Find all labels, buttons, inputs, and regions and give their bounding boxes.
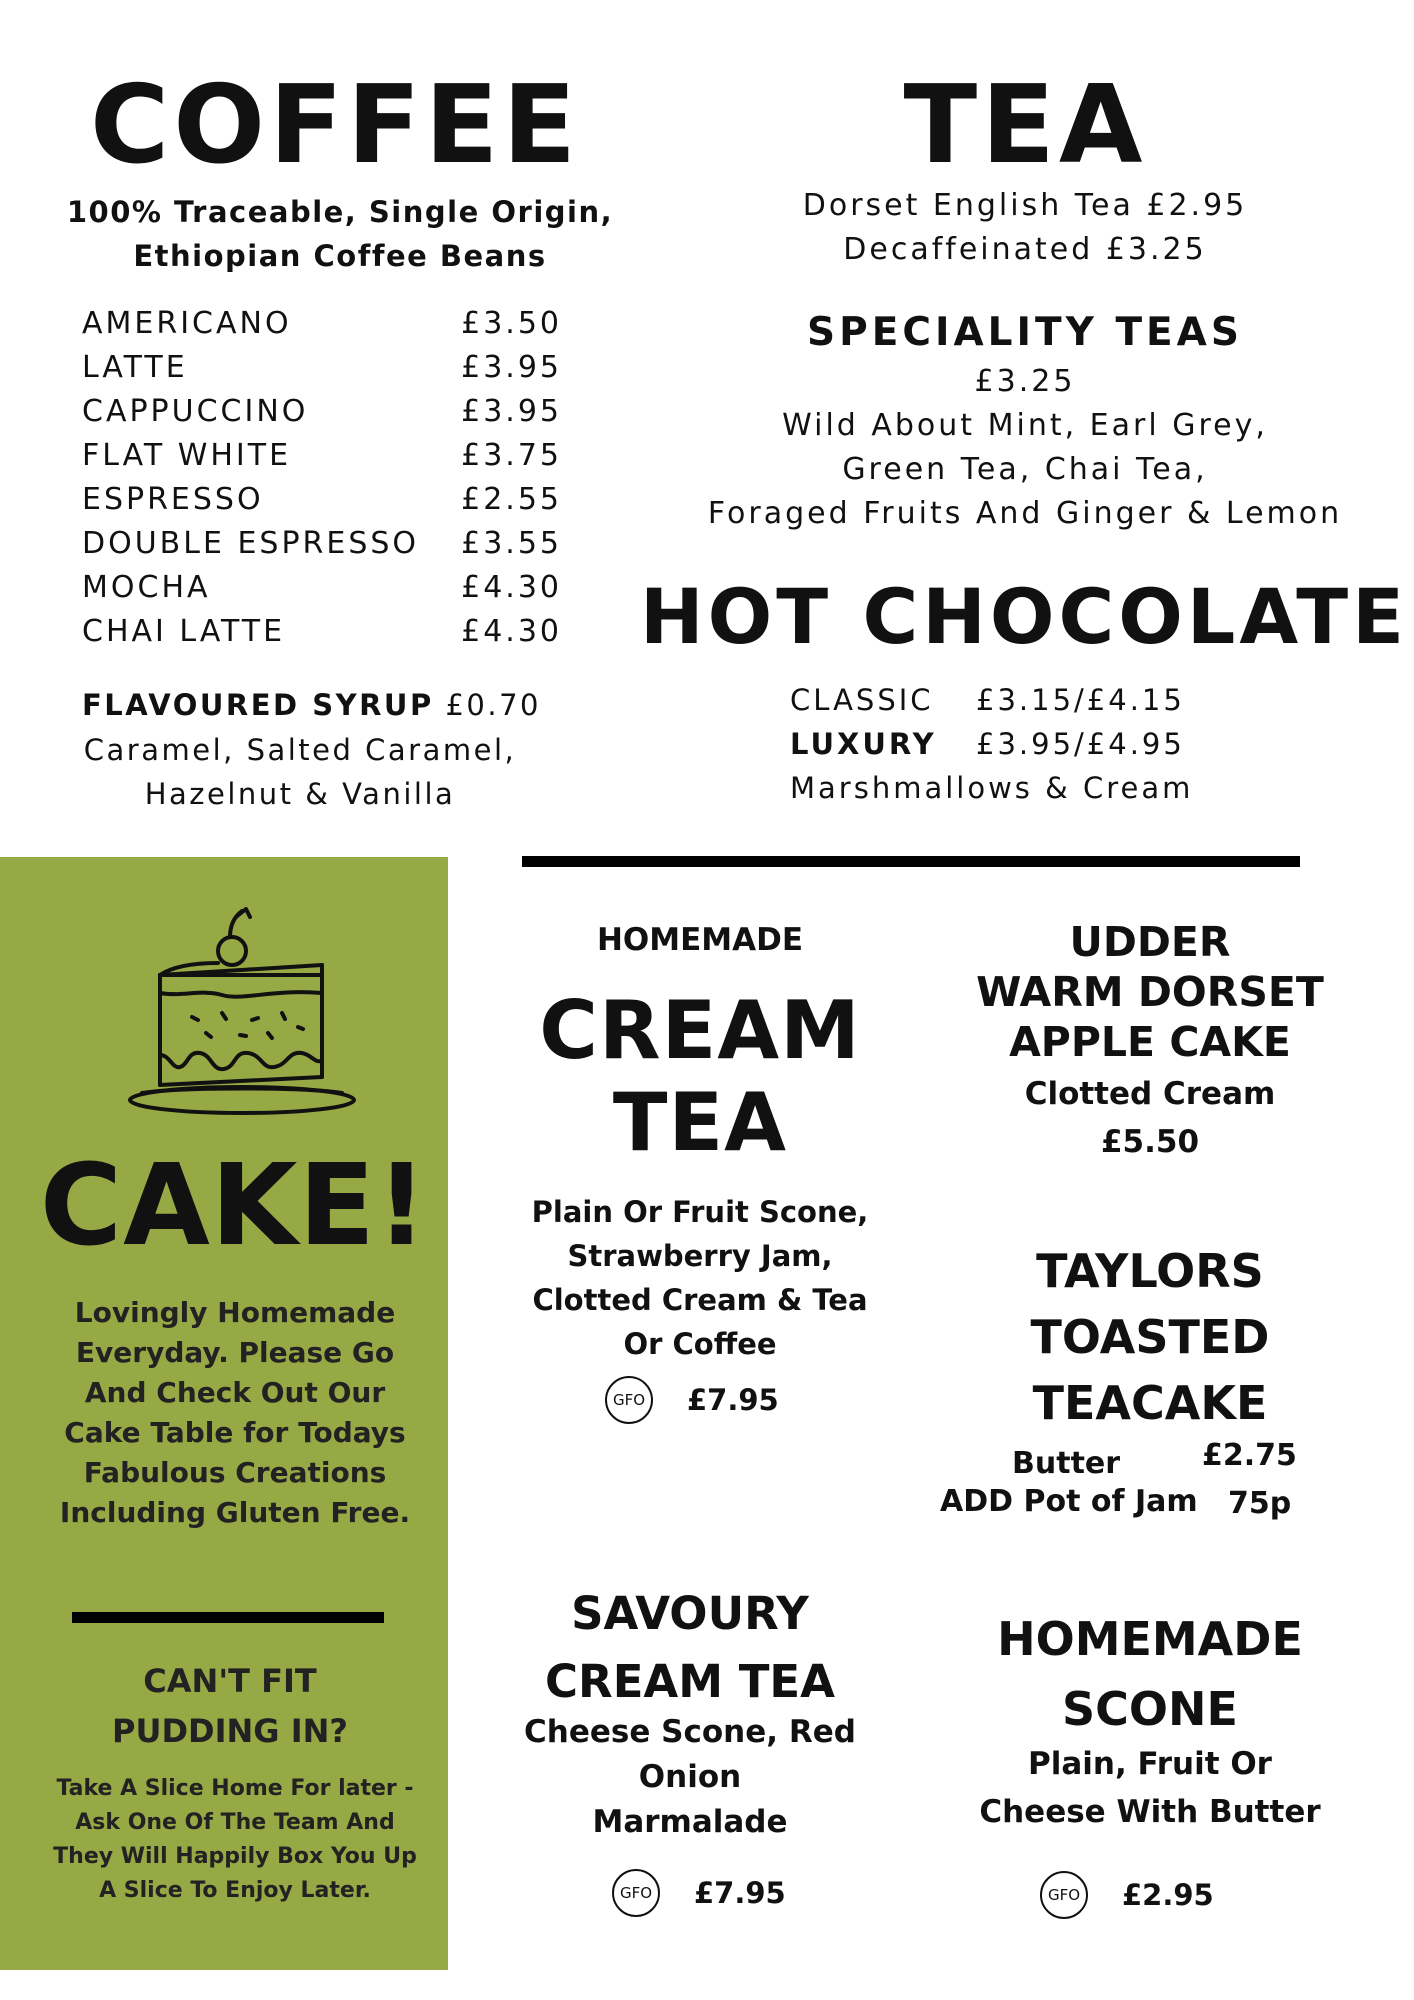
- savoury-cream-tea-title: [500, 1580, 880, 1716]
- tea-item: Dorset English Tea £2.95: [802, 188, 1248, 223]
- pudding-text-line: Take A Slice Home For later -: [56, 1776, 414, 1801]
- savoury-desc-line: Marmalade: [592, 1804, 788, 1840]
- scone-title-line: SCONE: [1062, 1682, 1238, 1736]
- pudding-title-line: CAN'T FIT: [143, 1662, 317, 1700]
- coffee-item-price: £4.30: [461, 614, 562, 649]
- syrup-options: [60, 728, 540, 816]
- coffee-item-name: ESPRESSO: [82, 482, 264, 517]
- coffee-item-name: FLAT WHITE: [82, 438, 292, 473]
- teacake-butter-label: Butter: [1012, 1446, 1121, 1481]
- scone-price: £2.95: [1122, 1878, 1214, 1912]
- gfo-badge-icon: GFO: [1040, 1871, 1088, 1919]
- hot-chocolate-price: £3.95/£4.95: [976, 727, 1185, 761]
- cream-tea-desc-line: Clotted Cream & Tea: [532, 1283, 868, 1317]
- hot-chocolate-name: CLASSIC: [790, 683, 934, 717]
- hot-chocolate-title: HOT CHOCOLATE: [640, 572, 1408, 661]
- coffee-item-price: £3.75: [461, 438, 562, 473]
- savoury-title-line: CREAM TEA: [545, 1655, 835, 1708]
- coffee-item-name: CAPPUCCINO: [82, 394, 309, 429]
- coffee-item-name: MOCHA: [82, 570, 211, 605]
- tea-title: TEA: [903, 63, 1147, 188]
- cream-tea-title-line: TEA: [612, 1076, 788, 1169]
- gfo-badge-icon: GFO: [605, 1376, 653, 1424]
- savoury-desc-line: Onion: [638, 1759, 742, 1795]
- coffee-item: [82, 478, 562, 522]
- teacake-jam-label: ADD Pot of Jam: [940, 1484, 1198, 1519]
- teacake-butter-row: [940, 1438, 1360, 1484]
- syrup-options-line: Caramel, Salted Caramel,: [83, 733, 517, 767]
- hot-chocolate-extras: Marshmallows & Cream: [790, 771, 1194, 805]
- syrup-line: [82, 688, 602, 722]
- hot-chocolate-item: [790, 678, 1350, 722]
- cream-tea-price-line: [605, 1376, 825, 1424]
- savoury-desc-line: Cheese Scone, Red: [524, 1714, 856, 1750]
- hot-chocolate-name: LUXURY: [790, 727, 937, 761]
- syrup-options-line: Hazelnut & Vanilla: [144, 777, 456, 811]
- section-divider: [522, 856, 1300, 867]
- scone-desc-line: Plain, Fruit Or: [1028, 1746, 1272, 1782]
- coffee-item: [82, 434, 562, 478]
- coffee-subtitle: [60, 190, 620, 278]
- hot-chocolate-price: £3.15/£4.15: [976, 683, 1185, 717]
- cake-text-line: Lovingly Homemade: [74, 1296, 396, 1329]
- scone-price-line: [1040, 1871, 1260, 1919]
- coffee-item: [82, 390, 562, 434]
- cream-tea-label: HOMEMADE: [596, 922, 804, 958]
- speciality-teas-title: SPECIALITY TEAS: [807, 310, 1243, 355]
- cream-tea-title-line: CREAM: [539, 984, 861, 1077]
- coffee-item-price: £3.95: [461, 394, 562, 429]
- speciality-line: Wild About Mint, Earl Grey,: [782, 408, 1268, 443]
- coffee-item: [82, 522, 562, 566]
- coffee-item-price: £4.30: [461, 570, 562, 605]
- savoury-description: [500, 1710, 880, 1845]
- cake-title: CAKE!: [39, 1141, 429, 1271]
- coffee-item: [82, 610, 562, 654]
- cream-tea-price: £7.95: [687, 1383, 779, 1417]
- teacake-jam-row: [940, 1484, 1360, 1530]
- apple-cake-price: £5.50: [1100, 1124, 1200, 1160]
- speciality-line: Green Tea, Chai Tea,: [842, 452, 1208, 487]
- cake-slice-icon: [122, 905, 362, 1125]
- hot-chocolate-list: [790, 678, 1350, 810]
- cake-divider: [72, 1612, 384, 1623]
- savoury-price-line: [612, 1869, 832, 1917]
- cream-tea-desc-line: Strawberry Jam,: [567, 1239, 833, 1273]
- teacake-jam-price: 75p: [1228, 1486, 1292, 1521]
- coffee-item-price: £3.50: [461, 306, 562, 341]
- speciality-line: Foraged Fruits And Ginger & Lemon: [707, 496, 1343, 531]
- teacake-title-line: TAYLORS: [1036, 1244, 1264, 1298]
- teacake-title: [960, 1238, 1340, 1436]
- hot-chocolate-item: [790, 722, 1350, 766]
- cream-tea-desc-line: Plain Or Fruit Scone,: [531, 1195, 869, 1229]
- cake-text-line: Fabulous Creations: [83, 1456, 387, 1489]
- speciality-price: £3.25: [974, 364, 1076, 399]
- cream-tea-title: [500, 985, 900, 1169]
- tea-item: Decaffeinated £3.25: [843, 232, 1207, 267]
- apple-cake-title-line: UDDER: [1069, 918, 1231, 966]
- cake-text-line: Cake Table for Todays: [64, 1416, 406, 1449]
- speciality-teas-body: [690, 360, 1360, 536]
- coffee-item-price: £2.55: [461, 482, 562, 517]
- coffee-item: [82, 566, 562, 610]
- apple-cake-description: [940, 1070, 1360, 1166]
- pudding-description: [40, 1772, 430, 1908]
- pudding-title: [60, 1656, 400, 1756]
- syrup-label: FLAVOURED SYRUP: [82, 688, 434, 722]
- teacake-title-line: TEACAKE: [1032, 1376, 1268, 1430]
- coffee-item: [82, 346, 562, 390]
- savoury-price: £7.95: [694, 1876, 786, 1910]
- apple-cake-title-line: WARM DORSET: [976, 968, 1324, 1016]
- apple-cake-title: [940, 917, 1360, 1067]
- scone-title-line: HOMEMADE: [997, 1612, 1303, 1666]
- coffee-subtitle-line: 100% Traceable, Single Origin,: [66, 195, 614, 229]
- teacake-butter-price: £2.75: [1202, 1438, 1297, 1473]
- teacake-prices: [940, 1438, 1360, 1530]
- cream-tea-desc-line: Or Coffee: [623, 1327, 777, 1361]
- coffee-item-name: LATTE: [82, 350, 188, 385]
- coffee-item-name: DOUBLE ESPRESSO: [82, 526, 420, 561]
- cake-text-line: Everyday. Please Go: [75, 1336, 395, 1369]
- gfo-badge-icon: GFO: [612, 1869, 660, 1917]
- apple-cake-title-line: APPLE CAKE: [1009, 1018, 1291, 1066]
- tea-list: [700, 184, 1350, 272]
- coffee-item-name: CHAI LATTE: [82, 614, 286, 649]
- coffee-item: [82, 302, 562, 346]
- syrup-price: £0.70: [445, 688, 541, 722]
- cake-text-line: And Check Out Our: [84, 1376, 386, 1409]
- scone-title: [960, 1604, 1340, 1744]
- coffee-item-price: £3.55: [461, 526, 562, 561]
- scone-description: [960, 1740, 1340, 1836]
- coffee-title: COFFEE: [90, 63, 581, 188]
- coffee-item-name: AMERICANO: [82, 306, 292, 341]
- pudding-text-line: They Will Happily Box You Up: [53, 1844, 417, 1869]
- coffee-price-list: [82, 302, 562, 654]
- cake-description: [50, 1293, 420, 1533]
- apple-cake-desc: Clotted Cream: [1024, 1076, 1276, 1112]
- pudding-title-line: PUDDING IN?: [112, 1712, 348, 1750]
- scone-desc-line: Cheese With Butter: [979, 1794, 1321, 1830]
- coffee-subtitle-line: Ethiopian Coffee Beans: [133, 239, 547, 273]
- cake-text-line: Including Gluten Free.: [59, 1496, 411, 1529]
- savoury-title-line: SAVOURY: [571, 1587, 809, 1640]
- teacake-title-line: TOASTED: [1030, 1310, 1270, 1364]
- pudding-text-line: Ask One Of The Team And: [75, 1810, 395, 1835]
- pudding-text-line: A Slice To Enjoy Later.: [99, 1878, 371, 1903]
- coffee-item-price: £3.95: [461, 350, 562, 385]
- cream-tea-description: [500, 1190, 900, 1366]
